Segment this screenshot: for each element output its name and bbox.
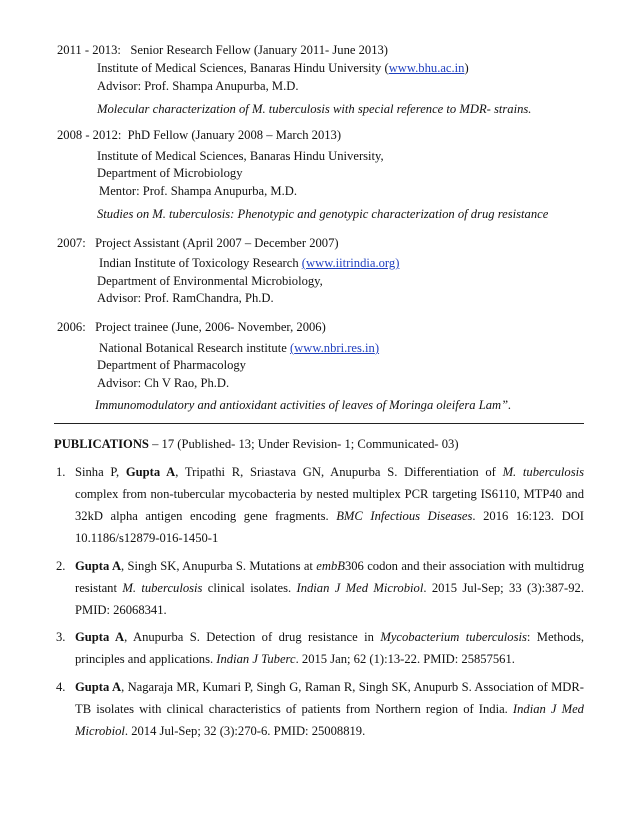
exp2-department: Department of Microbiology (97, 166, 243, 180)
pub1-journal: BMC Infectious Diseases (336, 509, 473, 523)
exp3-link[interactable]: (www.iitrindia.org) (301, 256, 400, 270)
exp1-header (57, 42, 388, 58)
pub4-number: 4. (56, 680, 66, 694)
exp1-period: 2011 - 2013: (57, 43, 121, 57)
exp4-role: Project trainee (June, 2006- November, 2006) (95, 320, 326, 334)
pub2-author-highlight: Gupta A (75, 559, 122, 573)
exp2-project: Studies on M. tuberculosis: Phenotypic and genotypic characterization of drug resistance (97, 207, 549, 221)
exp2-institute: Institute of Medical Sciences, Banaras Hindu University, (97, 149, 384, 163)
exp4-department: Department of Pharmacology (97, 358, 246, 372)
exp2-advisor: Mentor: Prof. Shampa Anupurba, M.D. (99, 184, 297, 198)
exp3-institute: Indian Institute of Toxicology Research (99, 256, 299, 270)
exp4-project: Immunomodulatory and antioxidant activities of leaves of Moringa oleifera Lam”. (95, 398, 512, 412)
exp3-period: 2007: (57, 236, 86, 250)
exp3-institute-line (99, 255, 399, 271)
exp1-advisor: Advisor: Prof. Shampa Anupurba, M.D. (97, 79, 299, 93)
exp1-project: Molecular characterization of M. tuberculosis with special reference to MDR- strains. (97, 102, 532, 116)
pub1-author-highlight: Gupta A (125, 465, 176, 479)
exp1-role: Senior Research Fellow (January 2011- June 2013) (130, 43, 389, 57)
exp4-header (57, 319, 326, 335)
pub1-number: 1. (56, 465, 66, 479)
publication-item-3: 3. Gupta A, Anupurba S. Detection of drug resistance in Mycobacterium tuberculosis: Methods, principles and applications. Indian J Tuberc. 2015 Jan; 62 (1):13-22. PMID: 25857561. (56, 626, 584, 670)
exp4-institute-line (99, 340, 379, 356)
pub4-author-highlight: Gupta A (75, 680, 122, 694)
pub2-journal: Indian J Med Microbiol (296, 581, 424, 595)
pub3-journal: Indian J Tuberc (216, 652, 296, 666)
exp1-institute-line: Institute of Medical Sciences, Banaras Hindu University (www.bhu.ac.in) (97, 61, 469, 75)
publication-item-2: 2. Gupta A, Singh SK, Anupurba S. Mutations at embB306 codon and their association with multidrug resistant M. tuberculosis clinical isolates. Indian J Med Microbiol. 2015 Jul-Sep; 33 (3):387-92. PMID: 26068341. (56, 555, 584, 621)
pub2-number: 2. (56, 559, 66, 573)
exp3-advisor: Advisor: Prof. RamChandra, Ph.D. (97, 291, 274, 305)
publication-item-4: 4. Gupta A, Nagaraja MR, Kumari P, Singh G, Raman R, Singh SK, Anupurb S. Association of MDR-TB isolates with clinical characteristics of patients from Northern region of India. Indian J Med Microbiol. 2014 Jul-Sep; 32 (3):270-6. PMID: 25008819. (56, 676, 584, 742)
exp4-period: 2006: (57, 320, 86, 334)
exp2-period: 2008 - 2012: (57, 128, 122, 142)
publications-summary: – 17 (Published- 13; Under Revision- 1; Communicated- 03) (148, 437, 459, 451)
section-divider (54, 423, 584, 424)
exp2-role: PhD Fellow (January 2008 – March 2013) (127, 128, 342, 142)
exp1-link[interactable]: www.bhu.ac.in (388, 61, 465, 75)
exp4-advisor: Advisor: Ch V Rao, Ph.D. (97, 376, 230, 390)
exp1-institute: Institute of Medical Sciences, Banaras Hindu University (97, 61, 382, 75)
publications-heading: PUBLICATIONS (54, 437, 149, 451)
exp2-header (57, 127, 341, 143)
publications-heading-line (54, 436, 459, 452)
pub3-author-highlight: Gupta A (75, 630, 125, 644)
exp4-link[interactable]: (www.nbri.res.in) (289, 341, 380, 355)
pub4-journal: Indian J Med Microbiol (75, 702, 584, 738)
publication-item-1: 1. Sinha P, Gupta A, Tripathi R, Sriastava GN, Anupurba S. Differentiation of M. tuberculosis complex from non-tubercular mycobacteria by nested multiplex PCR targeting IS6110, MTP40 and 32kD alpha antigen encoding gene fragments. BMC Infectious Diseases. 2016 16:123. DOI 10.1186/s12879-016-1450-1 (56, 461, 584, 549)
exp3-department: Department of Environmental Microbiology, (97, 274, 323, 288)
pub3-number: 3. (56, 630, 66, 644)
exp3-header (57, 235, 339, 251)
exp4-institute: National Botanical Research institute (99, 341, 287, 355)
exp3-role: Project Assistant (April 2007 – December 2007) (95, 236, 339, 250)
